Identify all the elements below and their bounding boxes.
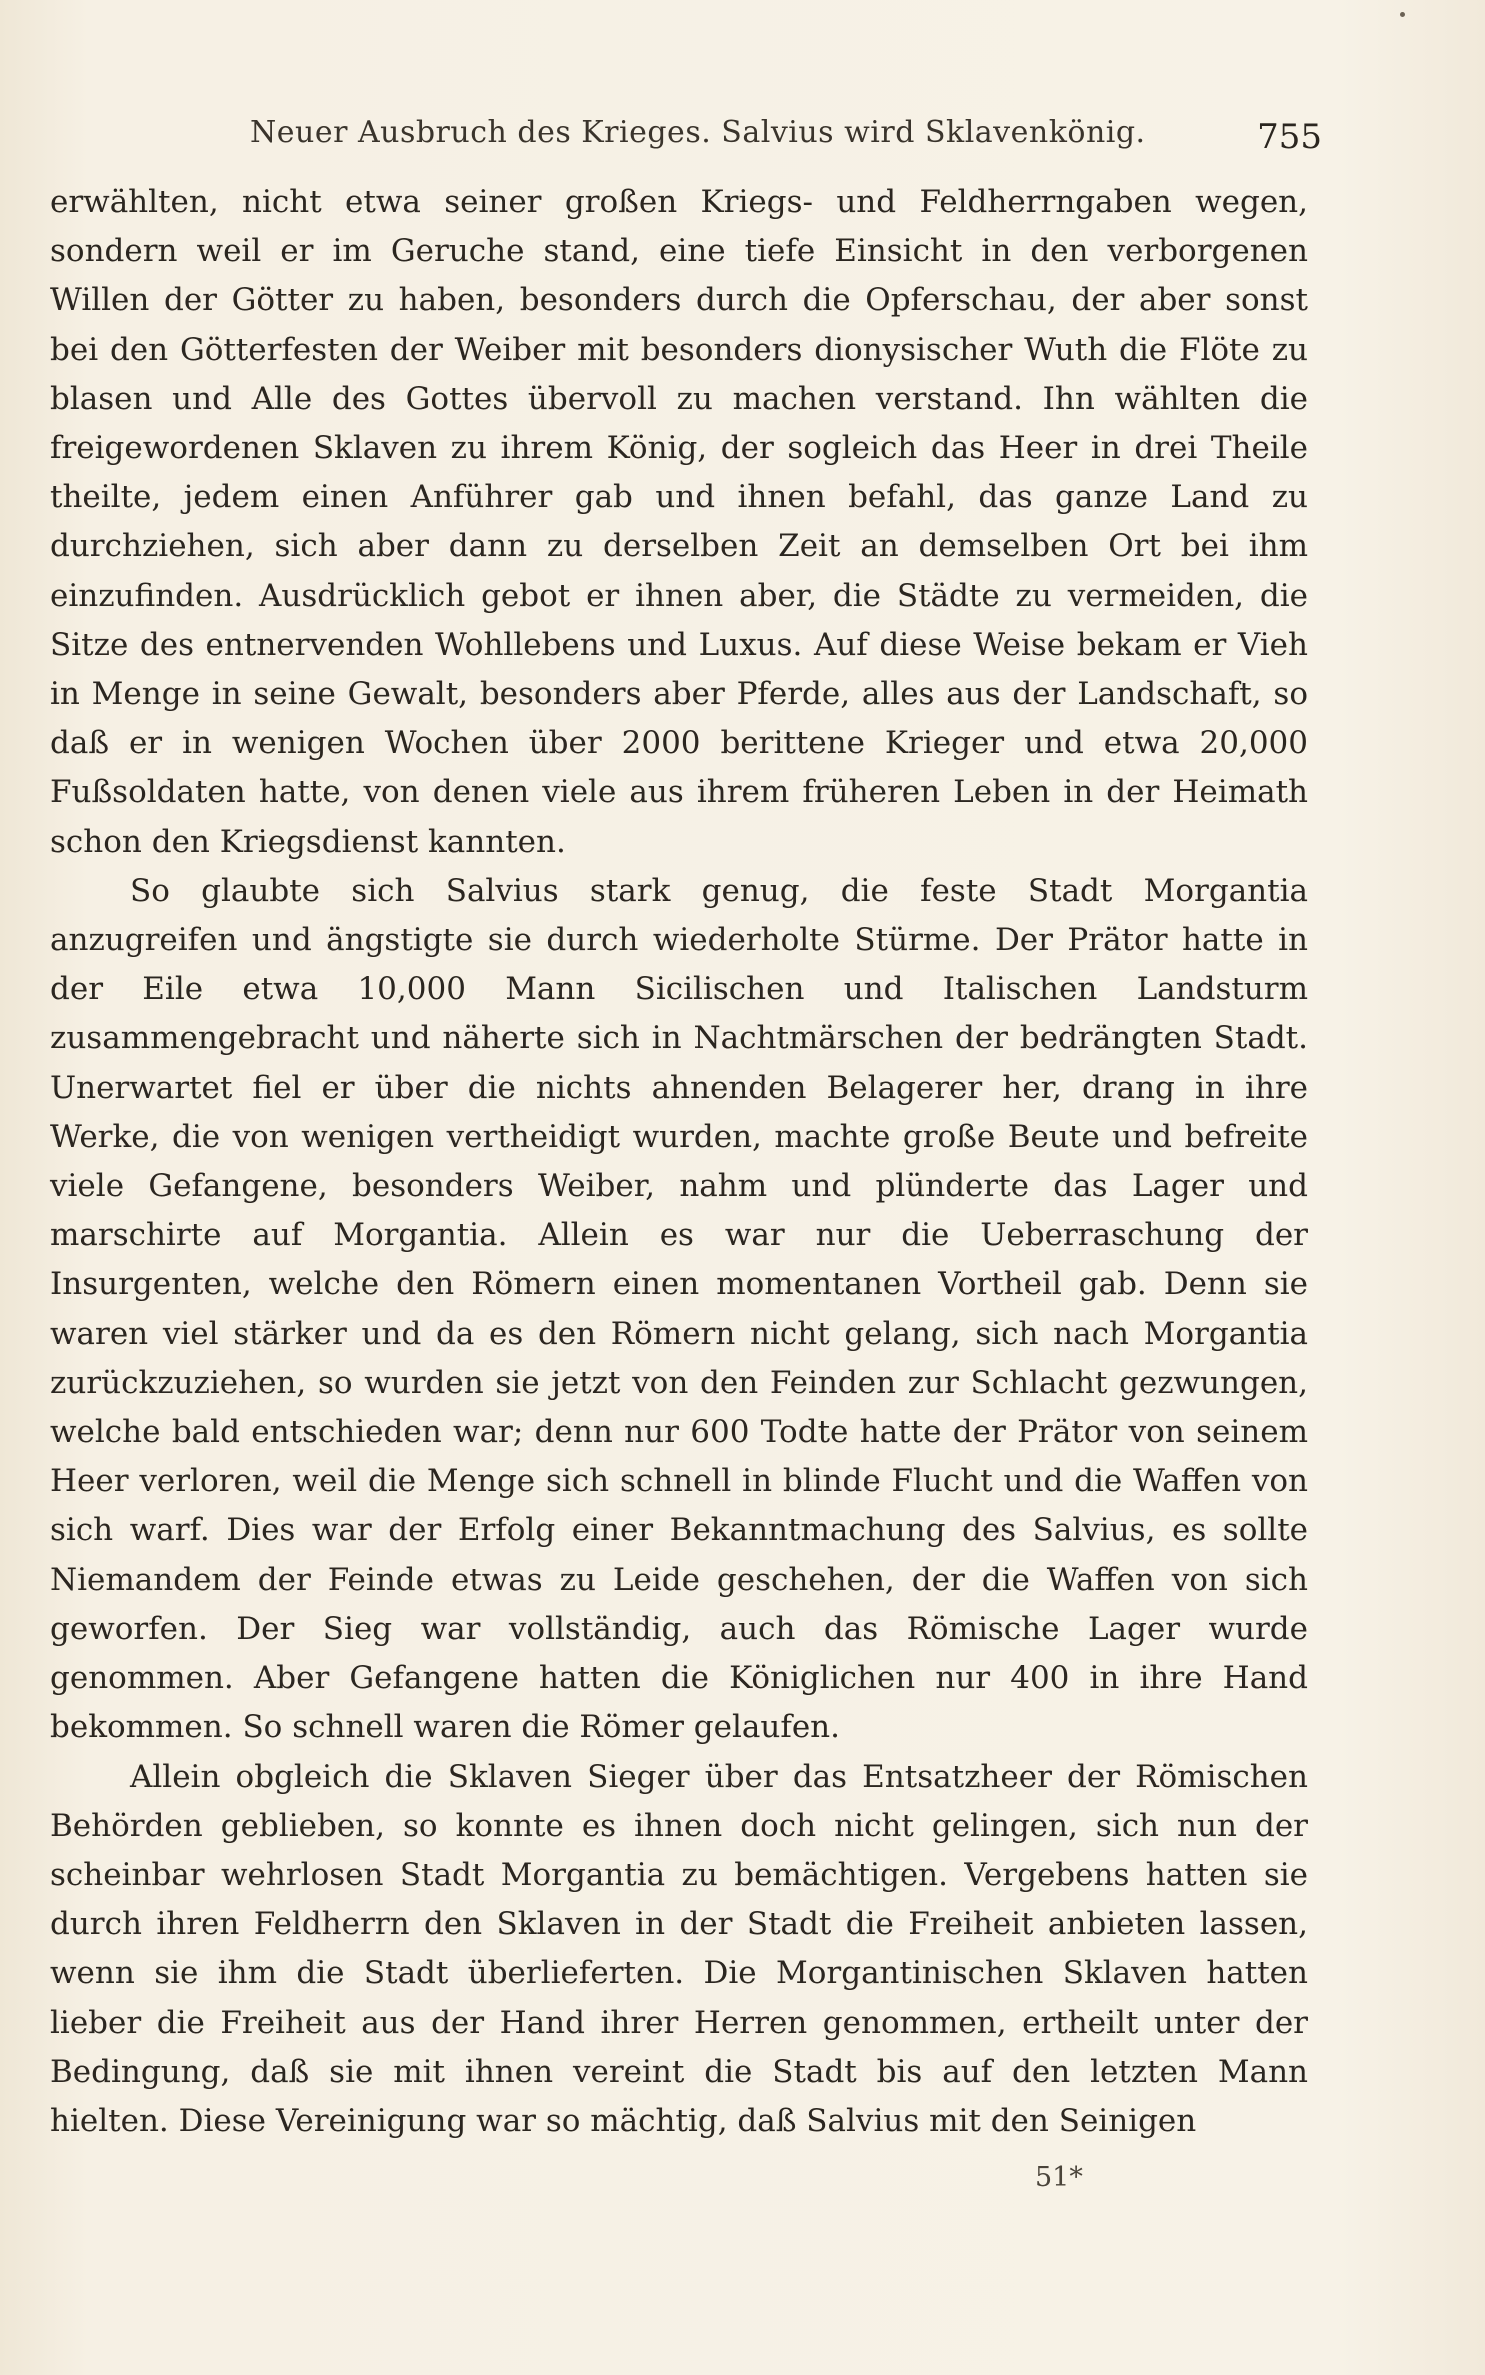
page-number: 755 xyxy=(1257,117,1322,157)
signature-mark: 51* xyxy=(1035,2162,1083,2193)
paragraph-2: So glaubte sich Salvius stark genug, die feste Stadt Morgantia anzugreifen und ängstigte sie durch wiederholte Stürme. Der Prätor hatte in der Eile etwa 10,000 Mann Sicilischen und Italischen Landsturm zusammengebracht und näherte sich in Nachtmärschen der bedrängten Stadt. Unerwartet fiel er über die nichts ahnenden Belagerer her, drang in ihre Werke, die von wenigen vertheidigt wurden, machte große Beute und befreite viele Gefangene, besonders Weiber, nahm und plünderte das Lager und marschirte auf Morgantia. Allein es war nur die Ueberraschung der Insurgenten, welche den Römern einen momentanen Vortheil gab. Denn sie waren viel stärker und da es den Römern nicht gelang, sich nach Morgantia zurückzuziehen, so wurden sie jetzt von den Feinden zur Schlacht gezwungen, welche bald entschieden war; denn nur 600 Todte hatte der Prätor von seinem Heer verloren, weil die Menge sich schnell in blinde Flucht und die Waffen von sich warf. Dies war der Erfolg einer Bekanntmachung des Salvius, es sollte Niemandem der Feinde etwas zu Leide geschehen, der die Waffen von sich geworfen. Der Sieg war vollständig, auch das Römische Lager wurde genommen. Aber Gefangene hatten die Königlichen nur 400 in ihre Hand bekommen. So schnell waren die Römer gelaufen. xyxy=(50,872,1308,1746)
paragraph-1: erwählten, nicht etwa seiner großen Kriegs- und Feldherrngaben wegen, sondern weil er im Geruche stand, eine tiefe Einsicht in den verborgenen Willen der Götter zu haben, besonders durch die Opferschau, der aber sonst bei den Götterfesten der Weiber mit besonders dionysischer Wuth die Flöte zu blasen und Alle des Gottes übervoll zu machen verstand. Ihn wählten die freigewordenen Sklaven zu ihrem König, der sogleich das Heer in drei Theile theilte, jedem einen Anführer gab und ihnen befahl, das ganze Land zu durchziehen, sich aber dann zu derselben Zeit an demselben Ort bei ihm einzufinden. Ausdrücklich gebot er ihnen aber, die Städte zu vermeiden, die Sitze des entnervenden Wohllebens und Luxus. Auf diese Weise bekam er Vieh in Menge in seine Gewalt, besonders aber Pferde, alles aus der Landschaft, so daß er in wenigen Wochen über 2000 berittene Krieger und etwa 20,000 Fußsoldaten hatte, von denen viele aus ihrem früheren Leben in der Heimath schon den Kriegsdienst kannten. xyxy=(50,184,1308,860)
paragraph-3: Allein obgleich die Sklaven Sieger über das Entsatzheer der Römischen Behörden geblieben, so konnte es ihnen doch nicht gelingen, sich nun der scheinbar wehrlosen Stadt Morgantia zu bemächtigen. Vergebens hatten sie durch ihren Feldherrn den Sklaven in der Stadt die Freiheit anbieten lassen, wenn sie ihm die Stadt überlieferten. Die Morgantinischen Sklaven hatten lieber die Freiheit aus der Hand ihrer Herren genommen, ertheilt unter der Bedingung, daß sie mit ihnen vereint die Stadt bis auf den letzten Mann hielten. Diese Vereinigung war so mächtig, daß Salvius mit den Seinigen xyxy=(50,1758,1308,2139)
running-title: Neuer Ausbruch des Krieges. Salvius wird Sklavenkönig. xyxy=(250,115,1146,150)
body-text xyxy=(50,178,1308,2146)
page-header xyxy=(250,105,1322,165)
paper-speck xyxy=(1400,12,1405,17)
